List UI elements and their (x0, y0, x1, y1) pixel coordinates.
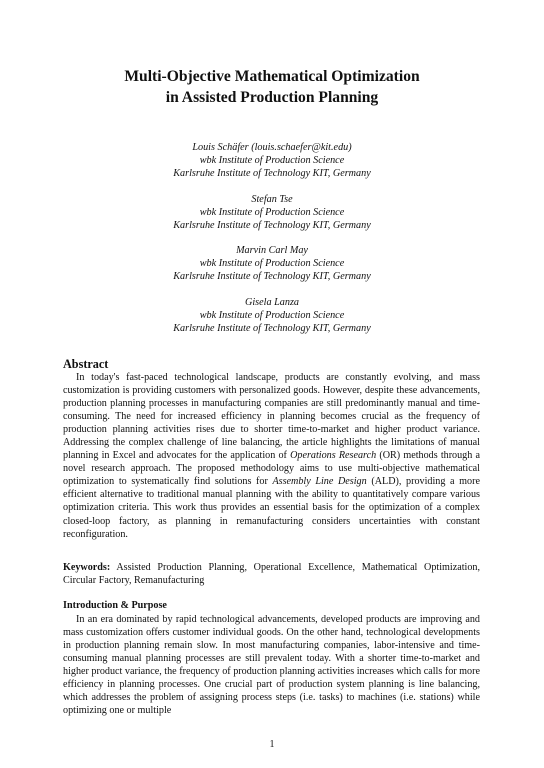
author-university: Karlsruhe Institute of Technology KIT, Germany (173, 322, 371, 334)
author-name: Gisela Lanza (244, 296, 300, 308)
abstract-section (63, 357, 480, 541)
author-list (40, 141, 504, 347)
introduction-heading: Introduction & Purpose (63, 600, 167, 611)
author-name: Marvin Carl May (236, 245, 308, 256)
abstract-text-3: (ALD), providing a more efficient alternative to traditional manual planning with the ability to quantitatively compare various optimization criteria. This work thus provides an essential basis for the optimization of a complex closed-loop factory, as planning in remanufacturing considers uncertainties with constant reconfiguration. (63, 476, 480, 540)
author-block (40, 296, 504, 335)
author-institute: wbk Institute of Production Science (199, 206, 345, 218)
author-university: Karlsruhe Institute of Technology KIT, Germany (173, 219, 371, 231)
author-institute: wbk Institute of Production Science (199, 258, 345, 269)
keywords-section (63, 561, 480, 587)
abstract-emphasis-or: Operations Research (290, 450, 377, 462)
author-institute: wbk Institute of Production Science (199, 309, 345, 321)
paper-title (40, 66, 504, 108)
author-university: Karlsruhe Institute of Technology KIT, Germany (173, 271, 371, 282)
abstract-heading: Abstract (63, 357, 109, 371)
keywords-label: Keywords: (63, 562, 111, 573)
title-line-1: Multi-Objective Mathematical Optimization (124, 68, 420, 85)
author-block (40, 193, 504, 232)
author-block (40, 244, 504, 283)
author-name: Stefan Tse (251, 193, 293, 205)
abstract-text-1: In today's fast-paced technological landscape, products are constantly evolving, and mass customization is providing customers with personalized goods. However, despite these advancements, production planning processes in manufacturing companies are still predominantly manual and time-consuming. The need for increased efficiency in planning becomes crucial as the frequency of production planning activities rises due to shorter time-to-market and higher product variance. Addressing the complex challenge of line balancing, the article highlights the limitations of manual planning in Excel and advocates for the application of (63, 372, 480, 462)
page-number: 1 (269, 739, 275, 750)
abstract-body (63, 371, 480, 541)
introduction-section (63, 599, 480, 717)
abstract-emphasis-ald: Assembly Line Design (272, 476, 367, 488)
introduction-body: In an era dominated by rapid technological advancements, developed products are improving and mass customization offers customer individual goods. On the other hand, technological developments in production planning remain slow. In most manufacturing companies, labor-intensive and time-consuming manual planning processes are still prevalent today. With a shorter time-to-market and higher product variance, the frequency of production planning activities increases which calls for more efficiency in planning processes. One crucial part of production system planning is line balancing, which addresses the problem of assigning process steps (i.e. tasks) to machines (i.e. stations) while optimizing one or multiple (63, 614, 480, 717)
author-university: Karlsruhe Institute of Technology KIT, Germany (173, 168, 371, 179)
author-institute: wbk Institute of Production Science (199, 155, 345, 166)
title-line-2: in Assisted Production Planning (165, 89, 379, 106)
author-block (40, 141, 504, 180)
author-name: Louis Schäfer (louis.schaefer@kit.edu) (192, 142, 352, 153)
keywords-text: Assisted Production Planning, Operational Excellence, Mathematical Optimization, Circular Factory, Remanufacturing (63, 562, 480, 587)
abstract-text-2: (OR) methods through a novel research approach. The proposed methodology aims to use multi-objective mathematical optimization to systematically find solutions for (63, 450, 480, 488)
